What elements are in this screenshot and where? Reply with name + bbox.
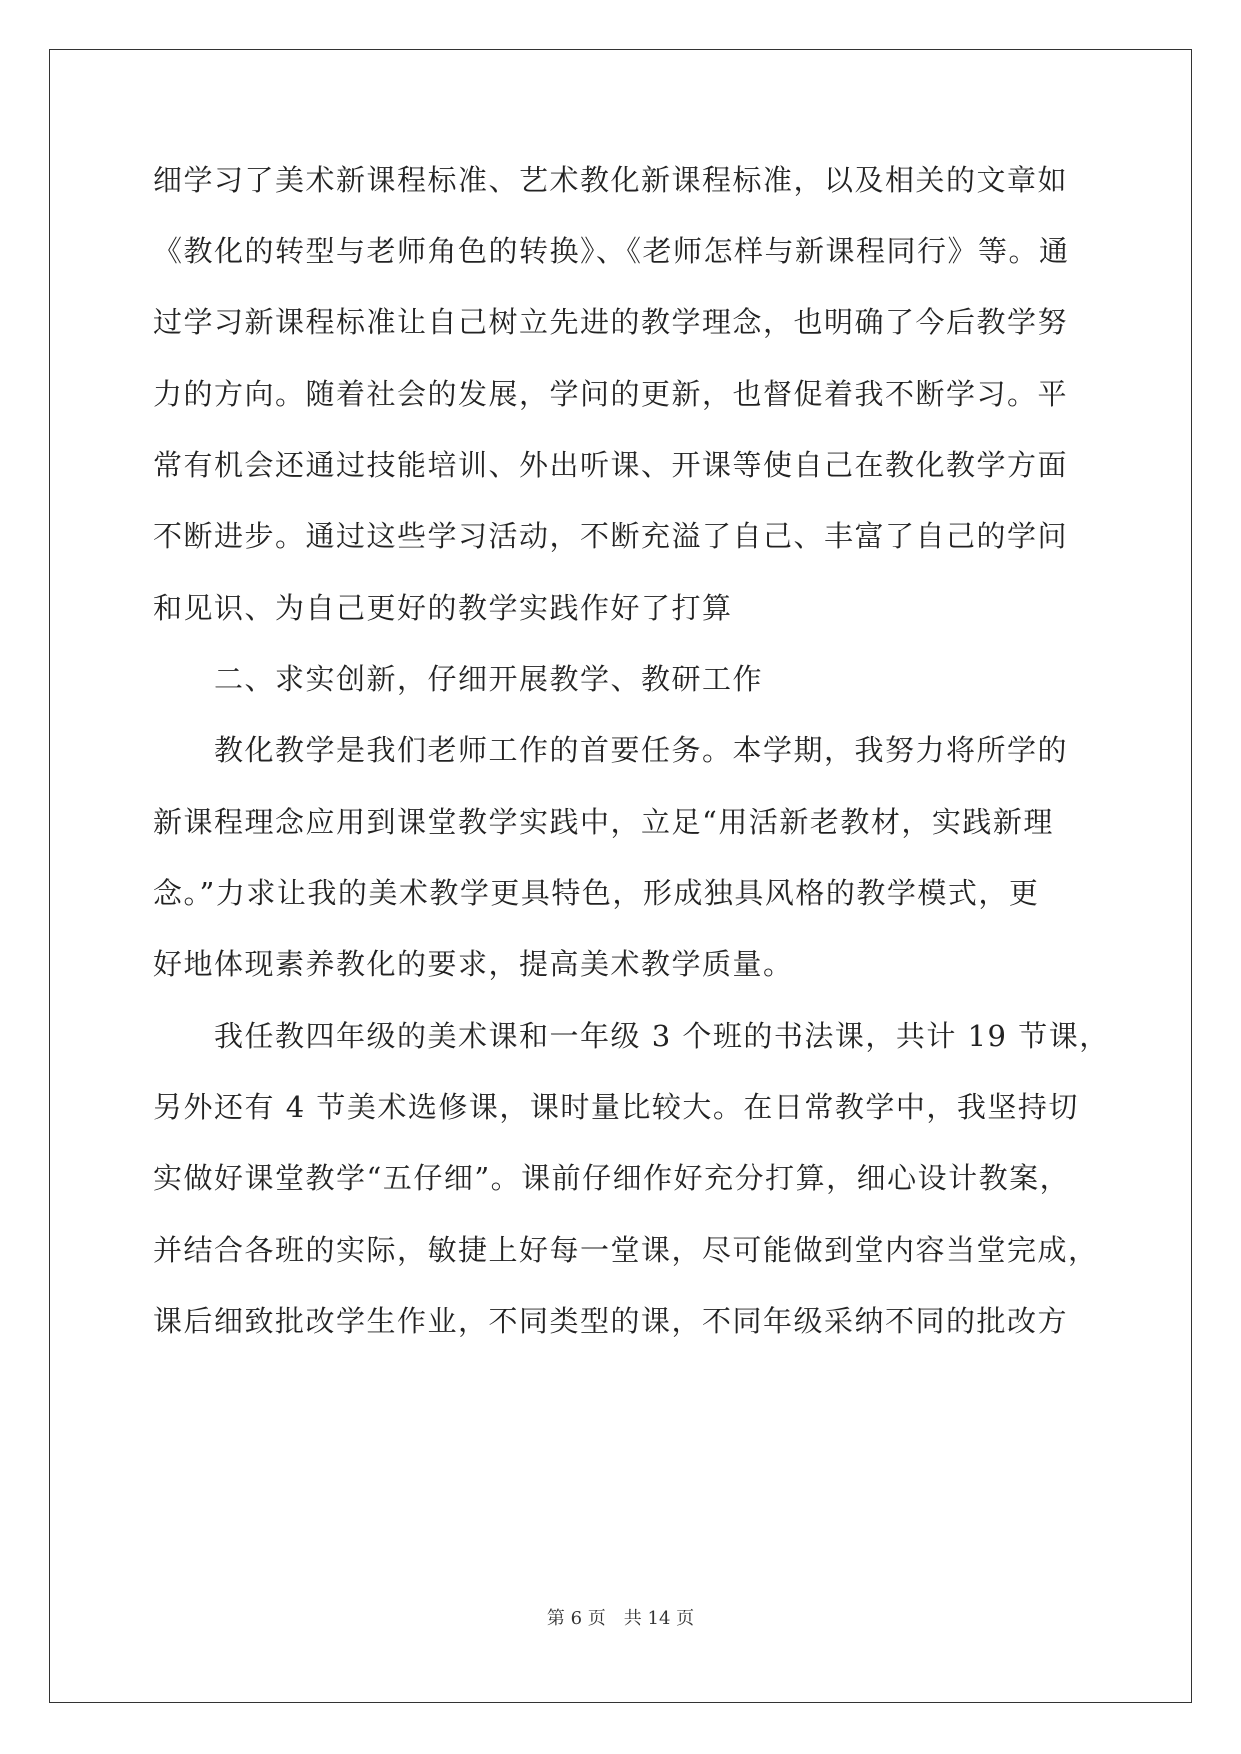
text-line: 不断进步。通过这些学习活动，不断充溢了自己、丰富了自己的学问 [153, 519, 1069, 553]
text-line: 细学习了美术新课程标准、艺术教化新课程标准，以及相关的文章如 [153, 163, 1069, 197]
text-line: 我任教四年级的美术课和一年级 3 个班的书法课，共计 19 节课， [153, 1019, 1110, 1053]
text-line: 另外还有 4 节美术选修课，课时量比较大。在日常教学中，我坚持切 [153, 1090, 1079, 1124]
text-line: 好地体现素养教化的要求，提高美术教学质量。 [153, 947, 794, 981]
text-line: 课后细致批改学生作业，不同类型的课，不同年级采纳不同的批改方 [153, 1304, 1069, 1338]
text-line: 并结合各班的实际，敏捷上好每一堂课，尽可能做到堂内容当堂完成， [153, 1233, 1099, 1267]
section-heading: 二、求实创新，仔细开展教学、教研工作 [153, 662, 764, 696]
page-footer: 第 6 页 共 14 页 [546, 1608, 695, 1629]
text-line: 《教化的转型与老师角色的转换》、《老师怎样与新课程同行》等。通 [153, 234, 1070, 268]
text-line: 力的方向。随着社会的发展，学问的更新，也督促着我不断学习。平 [153, 377, 1069, 411]
text-line: 念。”力求让我的美术教学更具特色，形成独具风格的教学模式，更 [153, 876, 1040, 910]
text-line: 和见识、为自己更好的教学实践作好了打算 [153, 591, 733, 625]
text-line: 过学习新课程标准让自己树立先进的教学理念，也明确了今后教学努 [153, 305, 1069, 339]
text-line: 实做好课堂教学“五仔细”。课前仔细作好充分打算，细心设计教案， [153, 1161, 1071, 1195]
text-line: 常有机会还通过技能培训、外出听课、开课等使自己在教化教学方面 [153, 448, 1069, 482]
text-line: 教化教学是我们老师工作的首要任务。本学期，我努力将所学的 [153, 733, 1069, 767]
text-line: 新课程理念应用到课堂教学实践中，立足“用活新老教材，实践新理 [153, 805, 1054, 839]
